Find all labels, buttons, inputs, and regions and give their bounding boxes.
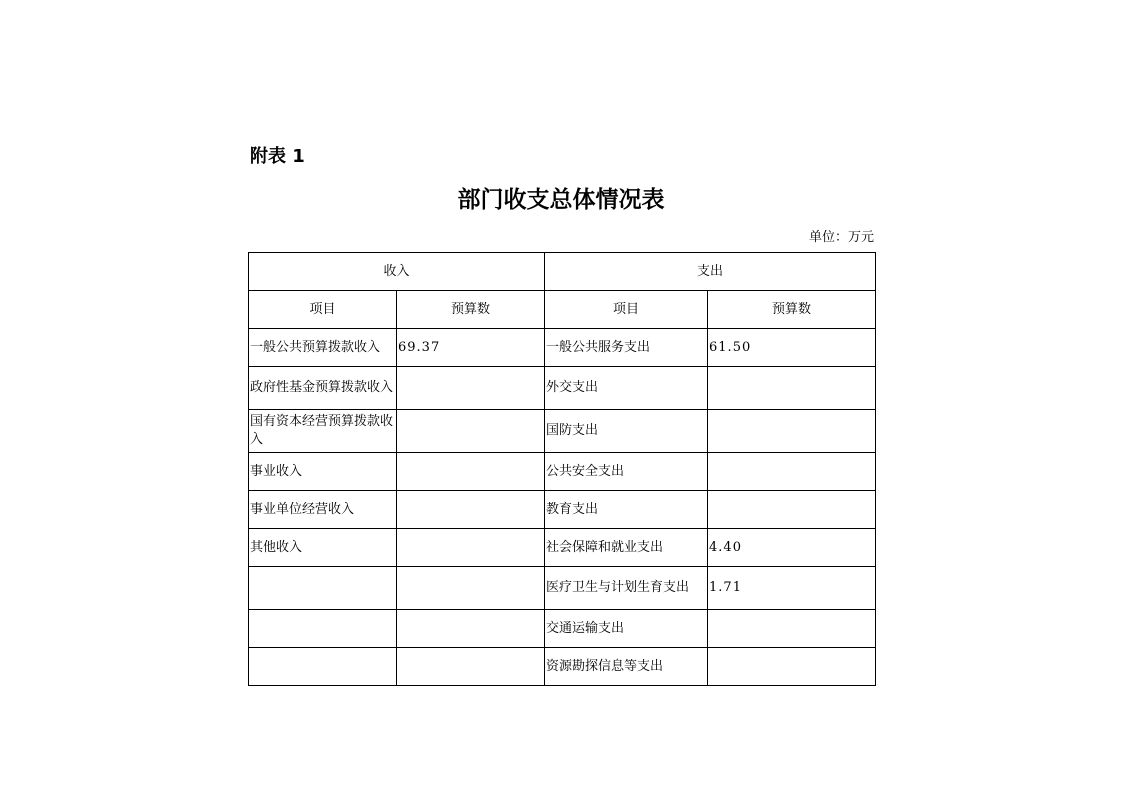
expense-item-cell: 公共安全支出	[545, 453, 708, 491]
expense-item-cell: 医疗卫生与计划生育支出	[545, 567, 708, 610]
table-row	[249, 453, 876, 491]
expense-budget-cell	[708, 610, 876, 648]
expense-item-cell: 国防支出	[545, 410, 708, 453]
expense-budget-cell: 4.40	[708, 529, 876, 567]
table-row	[249, 567, 876, 610]
table-row	[249, 610, 876, 648]
table-row	[249, 329, 876, 367]
income-item-cell: 政府性基金预算拨款收入	[249, 367, 397, 410]
expense-item-cell: 外交支出	[545, 367, 708, 410]
income-item-cell: 事业单位经营收入	[249, 491, 397, 529]
income-item-cell	[249, 610, 397, 648]
expense-budget-cell: 1.71	[708, 567, 876, 610]
income-item-cell	[249, 567, 397, 610]
table-row	[249, 648, 876, 686]
budget-summary-table	[248, 252, 876, 686]
expense-budget-cell	[708, 453, 876, 491]
expense-item-cell: 教育支出	[545, 491, 708, 529]
income-budget-cell	[397, 410, 545, 453]
income-budget-cell: 69.37	[397, 329, 545, 367]
table-subheader-row	[249, 291, 876, 329]
income-budget-cell	[397, 453, 545, 491]
expense-item-cell: 社会保障和就业支出	[545, 529, 708, 567]
expense-budget-header: 预算数	[708, 291, 876, 329]
income-budget-header: 预算数	[397, 291, 545, 329]
table-header-row	[249, 253, 876, 291]
expense-item-cell: 资源勘探信息等支出	[545, 648, 708, 686]
expense-budget-cell	[708, 648, 876, 686]
income-budget-cell	[397, 491, 545, 529]
table-title: 部门收支总体情况表	[457, 186, 665, 213]
appendix-label: 附表 1	[250, 146, 305, 167]
income-budget-cell	[397, 610, 545, 648]
expense-budget-cell	[708, 410, 876, 453]
income-budget-cell	[397, 367, 545, 410]
expense-budget-cell: 61.50	[708, 329, 876, 367]
table-row	[249, 410, 876, 453]
table-row	[249, 529, 876, 567]
income-item-cell: 其他收入	[249, 529, 397, 567]
income-item-cell	[249, 648, 397, 686]
expense-budget-cell	[708, 491, 876, 529]
expense-budget-cell	[708, 367, 876, 410]
income-item-cell: 事业收入	[249, 453, 397, 491]
income-item-cell: 一般公共预算拨款收入	[249, 329, 397, 367]
expense-item-cell: 交通运输支出	[545, 610, 708, 648]
income-header: 收入	[249, 253, 545, 291]
expense-item-cell: 一般公共服务支出	[545, 329, 708, 367]
table-row	[249, 367, 876, 410]
income-item-header: 项目	[249, 291, 397, 329]
income-budget-cell	[397, 648, 545, 686]
expense-item-header: 项目	[545, 291, 708, 329]
unit-label: 单位：万元	[808, 230, 874, 245]
income-item-cell: 国有资本经营预算拨款收入	[249, 410, 397, 453]
income-budget-cell	[397, 567, 545, 610]
expense-header: 支出	[545, 253, 876, 291]
table-row	[249, 491, 876, 529]
income-budget-cell	[397, 529, 545, 567]
